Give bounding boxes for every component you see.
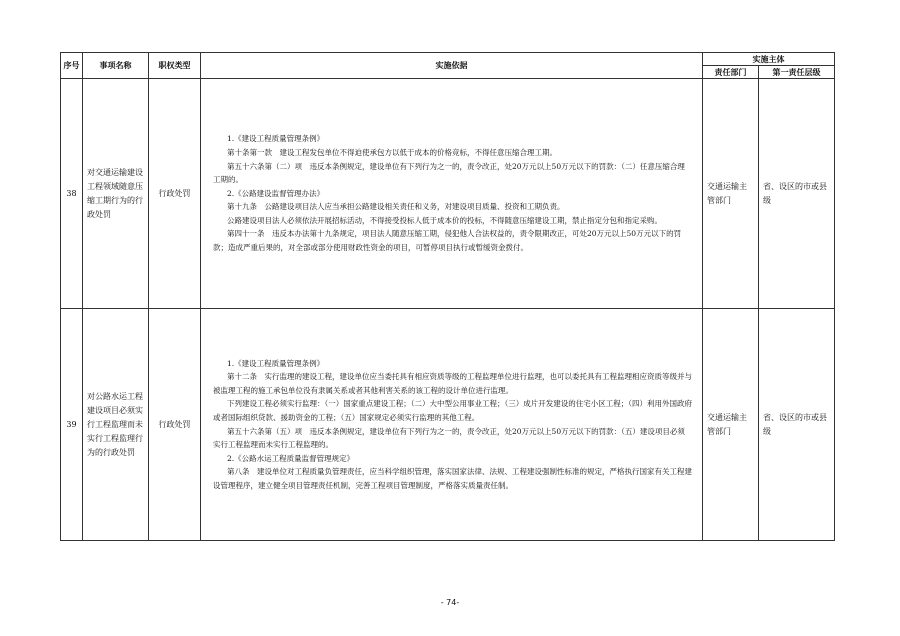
header-seq: 序号 [61,53,83,79]
header-subject: 实施主体 [703,53,835,66]
basis-line: 1.《建设工程质量管理条例》 [227,358,325,368]
basis-line: 第十二条 实行监理的建设工程，建设单位应当委托具有相应资质等级的工程监理单位进行监理，也可以委托具有工程监理相应资质等级并与被监理工程的施工承包单位没有隶属关系或者其他利害关系的该工程的设计单位进行监理。 [213,372,692,395]
basis-line: 第十九条 公路建设项目法人应当承担公路建设相关责任和义务，对建设项目质量、投资和工期负责。 [227,202,565,212]
header-level: 第一责任层级 [759,66,835,79]
row-name: 对公路水运工程建设项目必须实行工程监理而未实行工程监理行为的行政处罚 [83,309,149,541]
row-basis [201,79,703,309]
basis-line: 第八条 建设单位对工程质量负管理责任，应当科学组织管理，落实国家法律、法规、工程建设强制性标准的规定，严格执行国家有关工程建设管理程序，建立健全项目管理责任机制，完善工程项目管理制度，严格落实质量责任制。 [213,467,692,490]
basis-line: 第五十六条第（五）项 违反本条例规定，建设单位有下列行为之一的，责令改正，处20万元以上50万元以下的罚款：（五）建设项目必须实行工程监理而未实行工程监理的。 [213,426,685,450]
basis-line: 1.《建设工程质量管理条例》 [227,134,325,144]
basis-line: 第十条第一款 建设工程发包单位不得迫使承包方以低于成本的价格竞标，不得任意压缩合理工期。 [227,147,557,157]
row-seq: 39 [61,309,83,541]
table-row [61,79,835,309]
basis-line: 2.《公路建设监督管理办法》 [227,188,325,198]
row-type: 行政处罚 [149,309,201,541]
enforcement-table [60,52,835,541]
table-row [61,309,835,541]
header-dept: 责任部门 [703,66,759,79]
basis-line: 公路建设项目法人必须依法开展招标活动，不得接受投标人低于成本价的投标，不得随意压缩建设工期，禁止指定分包和指定采购。 [227,215,662,225]
basis-line: 第四十一条 违反本办法第十九条规定，项目法人随意压缩工期，侵犯他人合法权益的，责令限期改正，可处20万元以上50万元以下的罚款；造成严重后果的，对全部或部分使用财政性资金的项目，可暂停项目执行或暂缓资金拨付。 [213,229,682,253]
row-name: 对交通运输建设工程领域随意压缩工期行为的行政处罚 [83,79,149,309]
row-level: 省、设区的市或县级 [759,79,835,309]
row-basis [201,309,703,541]
basis-line: 第五十六条第（二）项 违反本条例规定，建设单位有下列行为之一的，责令改正，处20万元以上50万元以下的罚款：（二）任意压缩合理工期的。 [213,161,685,185]
row-dept: 交通运输主管部门 [703,309,759,541]
basis-line: 下列建设工程必须实行监理：（一）国家重点建设工程；（二）大中型公用事业工程；（三）成片开发建设的住宅小区工程；（四）利用外国政府或者国际组织贷款、援助资金的工程；（五）国家规定必须实行监理的其他工程。 [213,399,692,422]
row-seq: 38 [61,79,83,309]
header-basis: 实施依据 [201,53,703,79]
row-dept: 交通运输主管部门 [703,79,759,309]
row-level: 省、设区的市或县级 [759,309,835,541]
basis-line: 2.《公路水运工程质量监督管理规定》 [227,453,355,463]
header-name: 事项名称 [83,53,149,79]
page-number: - 74- [440,598,460,607]
row-type: 行政处罚 [149,79,201,309]
header-type: 职权类型 [149,53,201,79]
